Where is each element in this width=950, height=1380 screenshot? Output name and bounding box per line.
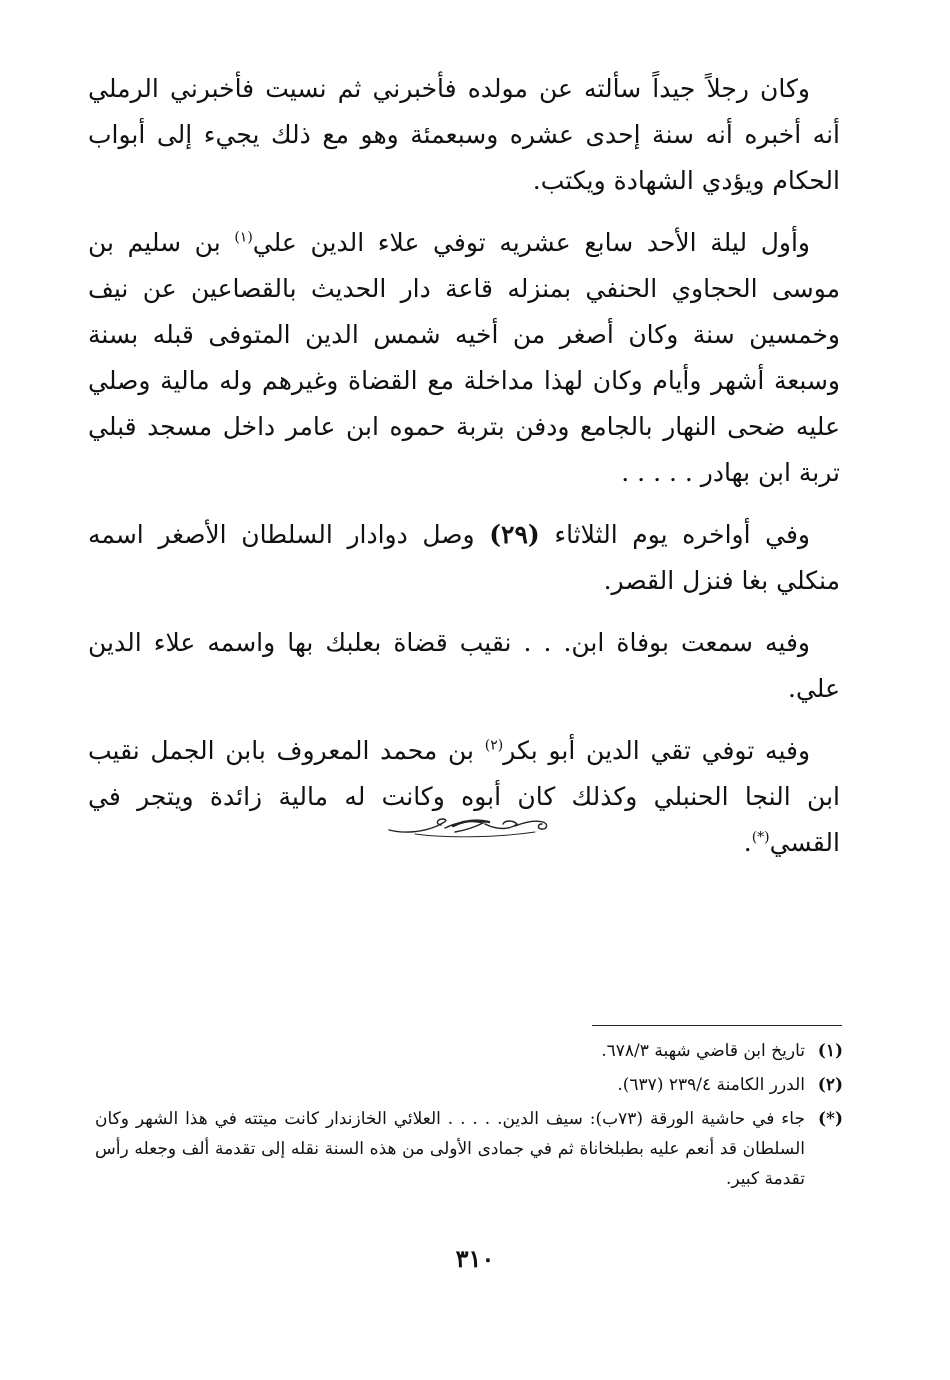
footnote-marker: (١): [817, 1041, 843, 1061]
footnote-star: [95, 1104, 843, 1194]
paragraph-5-text-middle: بن محمد المعروف بابن الجمل نقيب ابن النجا الحنبلي وكذلك كان أبوه وكانت له مالية زائدة ويتجر في القسي: [88, 736, 840, 857]
main-text: [88, 66, 840, 882]
paragraph-1: وكان رجلاً جيداً سألته عن مولده فأخبرني ثم نسيت فأخبرني الرملي أنه أخبره أنه سنة إحدى عشره وسبعمئة وهو مع ذلك يجيء إلى أبواب الحكام ويؤدي الشهادة ويكتب.: [88, 74, 840, 195]
footnote-1: [95, 1036, 843, 1066]
footnote-separator: [592, 1025, 842, 1026]
date-marker: (٢٩): [489, 520, 540, 549]
paragraph-5: [88, 728, 840, 866]
footnote-text: تاريخ ابن قاضي شهبة ٦٧٨/٣.: [601, 1041, 805, 1061]
footnote-marker: (٢): [817, 1075, 843, 1095]
footnote-marker: (*): [818, 1109, 843, 1129]
paragraph-3-text-start: وفي أواخره يوم الثلاثاء: [539, 520, 810, 549]
paragraph-5-text-start: وفيه توفي تقي الدين أبو بكر: [503, 736, 811, 765]
paragraph-5-text-end: .: [743, 828, 752, 857]
footnote-text: جاء في حاشية الورقة (٧٣ب): سيف الدين. . . . . العلائي الخازندار كانت ميتته في هذا الشهر وكان السلطان قد أنعم عليه بطبلخاناة ثم في جمادى الأولى من هذه السنة نقله إلى تقدمة ألف وجعله رأس تقدمة كبير.: [95, 1109, 805, 1189]
footnote-ref-1: (١): [234, 229, 253, 246]
paragraph-3: [88, 512, 840, 604]
paragraph-2-text-start: وأول ليلة الأحد سابع عشريه توفي علاء الدين علي: [252, 228, 810, 257]
paragraph-4: وفيه سمعت بوفاة ابن. . . نقيب قضاة بعلبك بها واسمه علاء الدين علي.: [88, 628, 840, 703]
paragraph-2: [88, 220, 840, 496]
footnotes: [95, 1036, 843, 1198]
footnote-ref-2: (٢): [484, 737, 504, 754]
footnote-text: الدرر الكامنة ٢٣٩/٤ (٦٣٧).: [617, 1075, 805, 1095]
paragraph-2-text-end: بن سليم بن موسى الحجاوي الحنفي بمنزله قاعة دار الحديث بالقصاعين عن نيف وخمسين سنة وكان أصغر من أخيه شمس الدين المتوفى قبله بسنة وسبعة أشهر وأيام وكان لهذا مداخلة مع القضاة وغيرهم وله مالية وصلي عليه ضحى النهار بالجامع ودفن بتربة حموه ابن عامر داخل مسجد قبلي تربة ابن بهادر . . . . .: [88, 228, 840, 487]
decorative-flourish-icon: [385, 810, 555, 844]
footnote-2: [95, 1070, 843, 1100]
paragraph-3-text-end: وصل دوادار السلطان الأصغر اسمه منكلي بغا فنزل القصر.: [88, 520, 840, 595]
page-number: ٣١٠: [455, 1244, 495, 1273]
footnote-ref-star: (*): [751, 829, 770, 846]
